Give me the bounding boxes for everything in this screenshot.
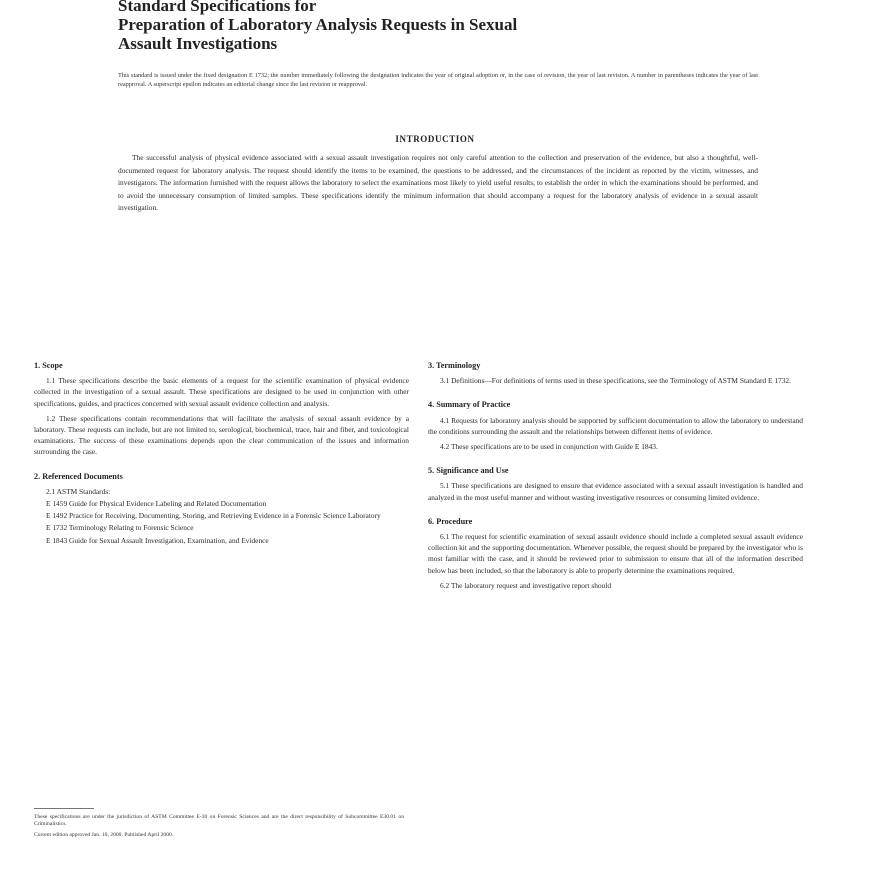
footnotes [34, 814, 404, 842]
paragraph-1-1: 1.1 These specifications describe the basic elements of a request for the scientific examination of physical evidence collected in the investigation of a sexual assault. These specifications are designed to be used in conjunction with other specifications, guides, and practices concerned with sexual assault evidence collection and analysis. [34, 376, 409, 408]
section-heading-summary: 4. Summary of Practice [428, 400, 511, 410]
paragraph-5-1: 5.1 These specifications are designed to ensure that evidence associated with a sexual assault investigation is handled and analyzed in the most useful manner and without wasting investigative resources or consuming limited evidence. [428, 481, 803, 502]
section-heading-terminology: 3. Terminology [428, 361, 481, 370]
designation-note: This standard is issued under the fixed designation E 1732; the number immediately following the designation indicates the year of original adoption or, in the case of revision, the year of last revision. A number in parentheses indicates the year of last reapproval. A superscript epsilon indicates an editorial change since the last revision or reapproval. [118, 72, 758, 88]
introduction-body: The successful analysis of physical evidence associated with a sexual assault investigation requires not only careful attention to the collection and preservation of the evidence, but also a thoughtful, well-documented request for laboratory analysis. The request should identify the items to be examined, the questions to be addressed, and the circumstances of the incident as reported by the victim, witnesses, and investigators. The information furnished with the request allows the laboratory to select the examinations most likely to yield useful results, to establish the order in which the examinations should be performed, and to avoid the unnecessary consumption of limited samples. These specifications identify the minimum information that should accompany a request for the laboratory analysis of evidence in a sexual assault investigation. [118, 153, 758, 213]
paragraph-6-2: 6.2 The laboratory request and investigative report should [440, 580, 612, 590]
reference-item: 2.1 ASTM Standards: [46, 486, 111, 496]
paragraph-6-1: 6.1 The request for scientific examination of sexual assault evidence should include a completed sexual assault evidence collection kit and the supporting documentation. Whenever possible, the request should be prepared by the investigator who is most familiar with the case, and it should be reviewed prior to submission to ensure that all of the information described below has been included, so that the laboratory is able to properly determine the examinations required. [428, 532, 803, 575]
footnote-1: These specifications are under the jurisdiction of ASTM Committee E-30 on Forensic Sciences and are the direct responsibility of Subcommittee E30.01 on Criminalistics. [34, 814, 404, 828]
reference-item: E 1732 Terminology Relating to Forensic Science [46, 523, 194, 533]
introduction-heading: INTRODUCTION [395, 134, 475, 144]
reference-item: E 1843 Guide for Sexual Assault Investigation, Examination, and Evidence [46, 535, 269, 545]
title-line-3: Assault Investigations [118, 34, 278, 53]
title-line-1: Standard Specifications for [118, 0, 317, 15]
paragraph-4-2: 4.2 These specifications are to be used in conjunction with Guide E 1843. [440, 442, 658, 452]
left-column [34, 360, 409, 550]
section-heading-procedure: 6. Procedure [428, 516, 473, 526]
right-column [428, 360, 803, 595]
section-heading-scope: 1. Scope [34, 361, 63, 370]
reference-item: E 1459 Guide for Physical Evidence Labeling and Related Documentation [46, 499, 267, 509]
paragraph-4-1: 4.1 Requests for laboratory analysis should be supported by sufficient documentation to allow the laboratory to understand the conditions surrounding the assault and the relationships between different items of evidence. [428, 415, 803, 436]
footnote-2: Current edition approved Jan. 10, 2000. Published April 2000. [34, 831, 174, 838]
document-title [118, 0, 738, 53]
title-line-2: Preparation of Laboratory Analysis Requests in Sexual [118, 15, 518, 34]
reference-item: E 1492 Practice for Receiving, Documenting, Storing, and Retrieving Evidence in a Forensic Science Laboratory [46, 511, 381, 521]
footnote-divider [34, 808, 94, 809]
paragraph-3-1: 3.1 Definitions—For definitions of terms used in these specifications, see the Terminology of ASTM Standard E 1732. [440, 376, 791, 386]
reference-list [46, 486, 409, 546]
paragraph-1-2: 1.2 These specifications contain recommendations that will facilitate the analysis of sexual assault evidence by a laboratory. These requests can include, but are not limited to, serological, biochemical, trace, hair and fiber, and toxicological examinations. The success of these examinations depends upon the clear communication of the issues and information surrounding the case. [34, 413, 409, 457]
section-heading-significance: 5. Significance and Use [428, 466, 509, 476]
section-heading-referenced-documents: 2. Referenced Documents [34, 471, 123, 481]
